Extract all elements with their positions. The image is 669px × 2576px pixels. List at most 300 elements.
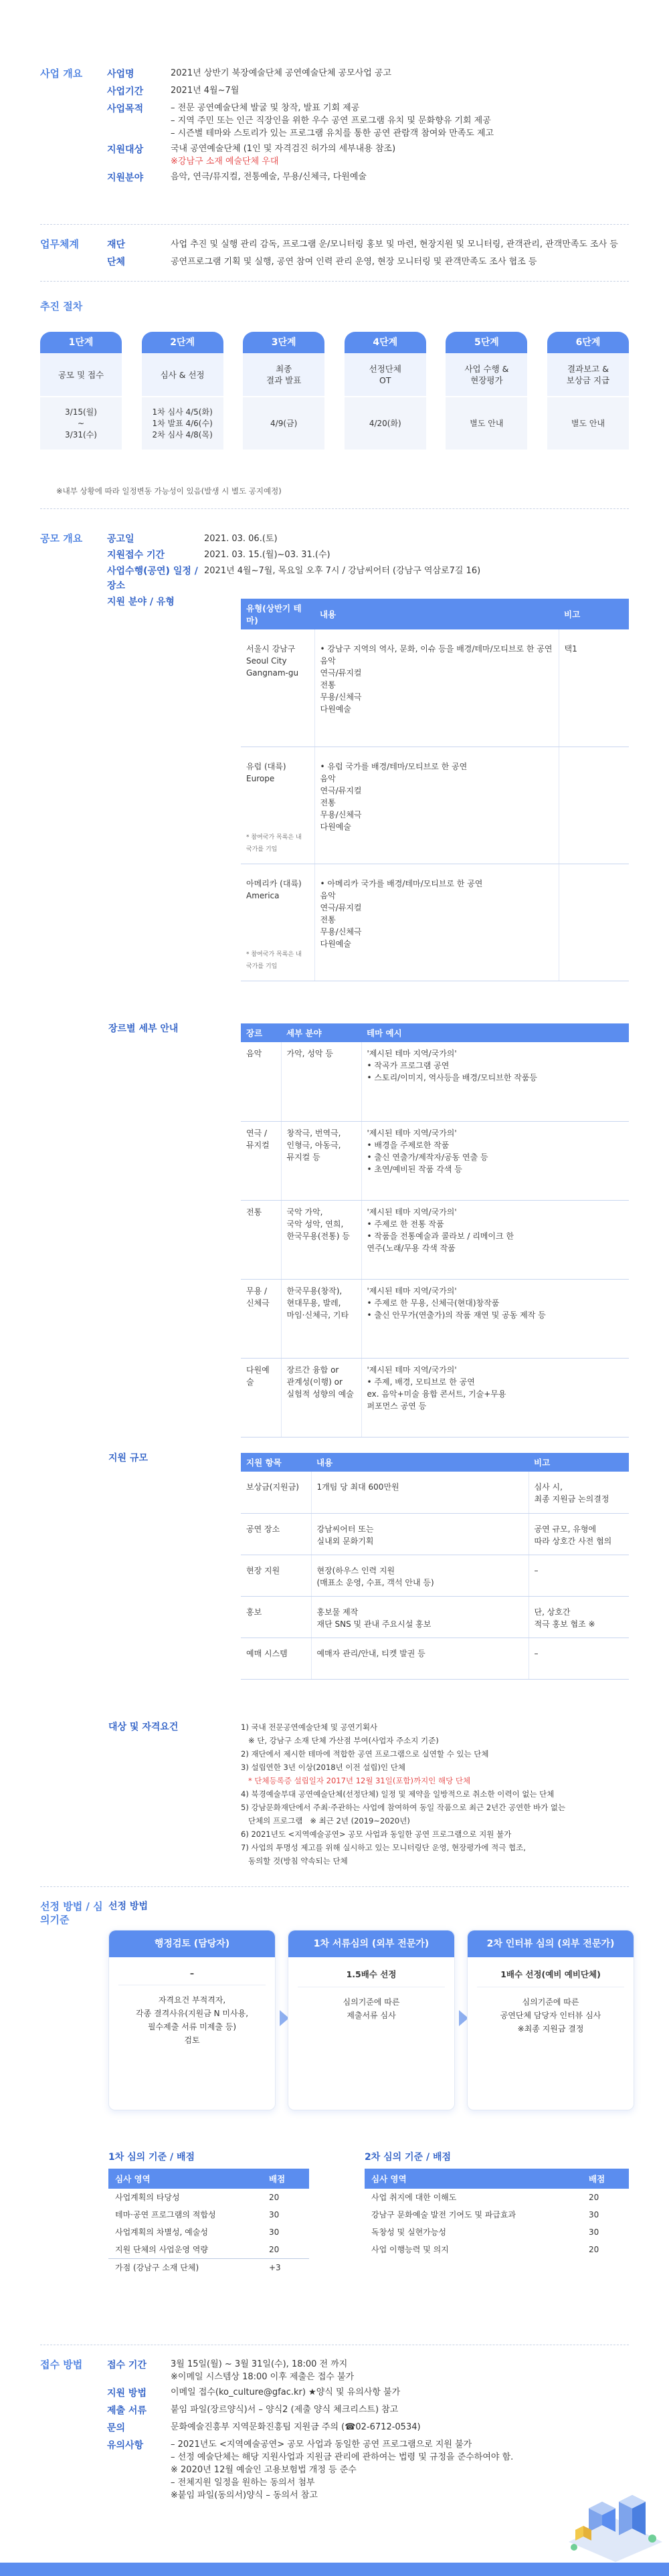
- kv-row: [107, 237, 642, 252]
- line: 신체극: [246, 1298, 270, 1308]
- line: 결과 발표: [266, 375, 302, 385]
- kv-line: 이메일 접수(ko_culture@gfac.kr) ★양식 및 유의사항 불가: [171, 2387, 401, 2397]
- kv-value: [171, 2386, 642, 2401]
- theme-title: • 아메리카 국가를 배경/테마/모티브로 한 공연: [320, 878, 483, 888]
- line: 마임·신체극, 기타: [286, 1310, 349, 1320]
- kv-value: [171, 67, 642, 82]
- col-header: 심사 영역: [108, 2169, 262, 2189]
- step-task-text: [161, 369, 205, 381]
- selection-heading: 선정 방법 / 심의기준: [40, 1900, 103, 1926]
- selection-subheading: 선정 방법: [108, 1901, 148, 1912]
- line: 연극 /: [246, 1128, 268, 1138]
- kv-line: – 2021년도 <지역예술공연> 공모 사업과 동일한 공연 프로그램으로 지원 불가: [171, 2440, 472, 2450]
- line: 전통: [320, 914, 336, 924]
- line: 3/31(수): [65, 429, 97, 439]
- step-task: [547, 353, 629, 397]
- table-row: [108, 2206, 309, 2223]
- line: 적극 홍보 협조 ※: [534, 1619, 595, 1629]
- notice-heading: 공모 개요: [40, 532, 83, 544]
- support-content: [311, 1513, 529, 1555]
- table-row: [241, 1358, 629, 1437]
- line: • 배경을 주제로한 작품: [367, 1140, 450, 1150]
- panel-result: 1.5배수 선정: [346, 1969, 397, 1979]
- panel-detail: [477, 1987, 624, 2044]
- step-date: [446, 397, 527, 450]
- table-row: [365, 2223, 629, 2241]
- table-header: [365, 2169, 629, 2189]
- table-row: [241, 1596, 629, 1638]
- genre-example: [361, 1279, 629, 1358]
- col-header: 배점: [262, 2169, 309, 2189]
- criteria2-table: [365, 2169, 629, 2258]
- line: '제시된 테마 지역/국가의': [367, 1286, 457, 1296]
- line: 음악: [320, 890, 336, 900]
- line: 관계성(이행) or: [286, 1377, 343, 1387]
- step-header: 3단계: [243, 332, 324, 353]
- table-header: [241, 599, 629, 629]
- step-task: [243, 353, 324, 397]
- line: (매표소 운영, 수표, 객석 안내 등): [316, 1577, 434, 1587]
- step-task-text: [58, 369, 104, 381]
- genre-example: [361, 1121, 629, 1200]
- line: 현장(하우스 인력 지원: [316, 1565, 395, 1575]
- criteria-area: 강남구 문화예술 발전 기여도 및 파급효과: [371, 2210, 516, 2219]
- criteria-area: 사업계획의 차별성, 예술성: [115, 2227, 208, 2237]
- eligibility-line: 4) 북경예술부대 공연예술단체(선정단체) 일정 및 제약을 일방적으로 취소한 이력이 없는 단체: [241, 1789, 555, 1799]
- table-row: [241, 1279, 629, 1358]
- line: –: [534, 1648, 539, 1658]
- line: 심의기준에 따른: [343, 1997, 400, 2007]
- line: 홍보물 제작: [316, 1607, 359, 1617]
- support-item: 현장 지원: [241, 1555, 311, 1596]
- col-header: 장르: [241, 1023, 281, 1042]
- line: 국악 성악, 연희,: [286, 1219, 344, 1229]
- line: 따라 상호간 사전 협의: [534, 1536, 612, 1546]
- step-task: [345, 353, 426, 397]
- support-remark: [529, 1596, 629, 1638]
- line: 3/15(월): [65, 407, 97, 417]
- step-date-text: [571, 418, 605, 429]
- support-remark: [529, 1513, 629, 1555]
- kv-value: [171, 102, 642, 140]
- kv-row: [107, 84, 642, 99]
- line: 연주(노래/무용 각색 작품: [367, 1243, 456, 1253]
- genre-heading: 장르별 세부 안내: [108, 1023, 179, 1034]
- kv-row: [107, 564, 642, 593]
- criteria-score: 20: [589, 2193, 599, 2202]
- genre-example: [361, 1200, 629, 1279]
- line: 다원예술: [320, 821, 351, 831]
- criteria-score: 30: [269, 2227, 280, 2237]
- line: 유럽 (대륙): [246, 761, 286, 771]
- genre-table: [241, 1023, 629, 1438]
- line: 재단 SNS 및 관내 주요시설 홍보: [316, 1619, 432, 1629]
- line: 각종 결격사유(지원금 N 미사용,: [135, 2009, 249, 2018]
- kv-value: [171, 142, 642, 168]
- eligibility-line: 동의할 것(방침 약속되는 단체: [241, 1856, 348, 1866]
- line: 연극/뮤지컬: [320, 902, 362, 912]
- table-row: [241, 1638, 629, 1679]
- criteria1-heading: 1차 심의 기준 / 배점: [108, 2152, 195, 2163]
- genre-name: [241, 1279, 281, 1358]
- line: ※최종 지원금 결정: [517, 2024, 584, 2034]
- table-row: [365, 2189, 629, 2206]
- line: 최종: [276, 364, 292, 374]
- line: 검토: [184, 2036, 200, 2045]
- criteria-area: 테마·공연 프로그램의 적합성: [115, 2210, 216, 2219]
- kv-row: [107, 255, 642, 270]
- criteria-area: 가점 (강남구 소재 단체): [108, 2259, 262, 2277]
- kv-line: – 지역 주민 또는 인근 직장인을 위한 우수 공연 프로그램 유치 및 문화향유 기회 제공: [171, 116, 491, 126]
- kv-row: [107, 2403, 642, 2418]
- selection-panel: [108, 1930, 276, 2110]
- line: 현장평가: [470, 375, 503, 385]
- kv-row: [107, 2358, 642, 2383]
- step-date: [40, 397, 122, 450]
- kv-line: 음악, 연극/뮤지컬, 전통예술, 무용/신체극, 다원예술: [171, 172, 367, 182]
- theme-type: [241, 747, 314, 864]
- table-row: [241, 1472, 629, 1513]
- genre-name: [241, 1042, 281, 1121]
- line: • 주제, 배경, 모티브로 한 공연: [367, 1377, 475, 1387]
- panel-detail: [118, 1985, 266, 2055]
- criteria-score: 30: [269, 2210, 280, 2219]
- criteria-score: 30: [589, 2210, 599, 2219]
- kv-line: 문화예술진흥부 지역문화진흥팀 지원금 주의 (☎02-6712-0534): [171, 2422, 421, 2432]
- criteria-area: 사업계획의 타당성: [115, 2193, 180, 2202]
- table-header: [241, 1453, 629, 1472]
- step-task: [446, 353, 527, 397]
- table-row: [241, 629, 629, 747]
- table-row: [108, 2189, 309, 2206]
- kv-value: 2021년 4월~7월, 목요일 오후 7시 / 강남씨어터 (강남구 역삼로7길 16): [204, 566, 481, 576]
- kv-key: 지원 방법: [107, 2388, 147, 2399]
- col-header: 내용: [314, 599, 559, 629]
- table-row: [241, 864, 629, 981]
- step-header: 1단계: [40, 332, 122, 353]
- step-header: 4단계: [345, 332, 426, 353]
- kv-key: 단체: [107, 257, 126, 268]
- line: 무용 /: [246, 1286, 268, 1296]
- step-task-text: [567, 363, 609, 386]
- procedure-note: ※내부 상황에 따라 일정변동 가능성이 있음(발생 시 별도 공지예정): [56, 486, 282, 496]
- procedure-steps: [40, 332, 629, 450]
- line: 심의기준에 따른: [522, 1997, 579, 2007]
- overview-heading: 사업 개요: [40, 68, 83, 80]
- kv-key: 재단: [107, 239, 126, 250]
- procedure-step: [40, 332, 122, 450]
- line: 4/20(화): [369, 418, 401, 428]
- line: ex. 음악+미술 융합 콘서트, 기술+무용: [367, 1389, 506, 1399]
- step-date-text: [369, 418, 401, 429]
- procedure-heading: 추진 절차: [40, 300, 83, 312]
- kv-line: – 선정 예술단체는 해당 지원사업과 지원금 관리에 관하여는 법령 및 규정을 준수하여야 함.: [171, 2452, 514, 2462]
- theme-remark: 택1: [559, 629, 629, 747]
- line: 한국무용(창작),: [286, 1286, 343, 1296]
- col-header: 배점: [582, 2169, 629, 2189]
- kv-line: ※이메일 시스템상 18:00 이후 제출은 접수 불가: [171, 2372, 355, 2382]
- step-task: [40, 353, 122, 397]
- kv-value: 사업 추진 및 실행 관리 감독, 프로그램 운/모니터링 홍보 및 마련, 현장지원 및 모니터링, 관객관리, 관객만족도 조사 등: [171, 239, 618, 250]
- theme-type: [241, 864, 314, 981]
- theme-content: [314, 864, 559, 981]
- line: Seoul City: [246, 656, 287, 666]
- kv-key: 지원 분야 / 유형: [107, 597, 175, 607]
- theme-title: • 강남구 지역의 역사, 문화, 이슈 등을 배경/테마/모티브로 한 공연: [320, 644, 553, 654]
- kv-key: 사업명: [107, 69, 134, 80]
- criteria1-table: [108, 2169, 309, 2276]
- line: 한국무용(전통) 등: [286, 1231, 350, 1241]
- line: '제시된 테마 지역/국가의': [367, 1128, 457, 1138]
- step-header: 5단계: [446, 332, 527, 353]
- panel-detail: [298, 1987, 445, 2030]
- kv-key: 제출 서류: [107, 2405, 147, 2416]
- line: 실내외 문화기획: [316, 1536, 374, 1546]
- genre-detail: [281, 1279, 361, 1358]
- divider: [40, 508, 629, 509]
- line: 음악: [320, 656, 336, 666]
- kv-line: – 시즌별 테마와 스토리가 있는 프로그램 유치를 통한 공연 관람객 참여와 만족도 제고: [171, 128, 494, 138]
- line: 공연단체 담당자 인터뷰 심사: [500, 2011, 601, 2020]
- kv-line: ※강남구 소재 예술단체 우대: [171, 157, 279, 167]
- line: 선정단체: [369, 364, 401, 374]
- overview-rows: [107, 67, 642, 188]
- col-header: 비고: [559, 599, 629, 629]
- table-header: [241, 1023, 629, 1042]
- kv-line: ※ 2020년 12월 예술인 고용보험법 개정 등 준수: [171, 2465, 357, 2475]
- panel-title: 행정검토 (담당자): [109, 1930, 275, 1957]
- line: 최종 지원금 논의결정: [534, 1494, 609, 1504]
- line: 현대무용, 발레,: [286, 1298, 341, 1308]
- line: 무용/신체극: [320, 692, 362, 702]
- col-header: 내용: [311, 1453, 529, 1472]
- line: 자격요건 부적격자,: [158, 1995, 226, 2005]
- line: Gangnam-gu: [246, 668, 299, 678]
- criteria2-heading: 2차 심의 기준 / 배점: [365, 2152, 452, 2163]
- kv-row: [107, 67, 642, 82]
- table-row: [241, 747, 629, 864]
- line: • 출신 안무가(연출가)의 작품 재연 및 공동 제작 등: [367, 1310, 546, 1320]
- table-row: [365, 2206, 629, 2223]
- theme-title: • 유럽 국가를 배경/테마/모티브로 한 공연: [320, 761, 468, 771]
- panel-result: 1배수 선정(예비 예비단체): [500, 1969, 601, 1979]
- table-row: [108, 2241, 309, 2259]
- line: 서울시 강남구: [246, 644, 296, 654]
- line: 2차 심사 4/8(목): [152, 429, 213, 439]
- kv-line: 2021년 4월~7월: [171, 86, 240, 96]
- kv-line: 2021년 상반기 북장예술단체 공연예술단체 공모사업 공고: [171, 68, 392, 78]
- line: 1차 발표 4/6(수): [152, 418, 213, 428]
- divider: [40, 281, 629, 282]
- kv-value: 공연프로그램 기획 및 실행, 공연 참여 인력 관리 운영, 현장 모니터링 및 관객만족도 조사 협조 등: [171, 257, 537, 267]
- col-header: 테마 예시: [361, 1023, 629, 1042]
- panel-result: –: [189, 1968, 195, 1978]
- table-row: [108, 2223, 309, 2241]
- eligibility-line: 1) 국내 전문공연예술단체 및 공연기획사: [241, 1722, 378, 1732]
- eligibility-line: 5) 강남문화재단에서 주최·주관하는 사업에 참여하여 동일 작품으로 최근 2년간 공연한 바가 없는: [241, 1803, 566, 1812]
- panel-title: 2차 인터뷰 심의 (외부 전문가): [468, 1930, 634, 1957]
- procedure-step: [243, 332, 324, 450]
- step-header: 2단계: [142, 332, 223, 353]
- genre-detail: [281, 1042, 361, 1121]
- org-rows: [107, 237, 642, 272]
- table-header: [108, 2169, 309, 2189]
- step-date-text: [152, 407, 212, 441]
- step-date: [547, 397, 629, 450]
- line: • 작곡가 프로그램 공연: [367, 1061, 450, 1070]
- step-date: [142, 397, 223, 450]
- support-content: [311, 1472, 529, 1513]
- support-heading: 지원 규모: [108, 1453, 148, 1464]
- support-item: 예매 시스템: [241, 1638, 311, 1679]
- eligibility-line: * 단체등록증 설립일자 2017년 12월 31일(포함)까지인 해당 단체: [241, 1776, 471, 1785]
- genre-detail: [281, 1358, 361, 1437]
- kv-value: 2021. 03. 15.(월)~03. 31.(수): [204, 550, 330, 560]
- table-row: [365, 2241, 629, 2258]
- line: 연극/뮤지컬: [320, 785, 362, 795]
- eligibility-line: 3) 설립연한 3년 이상(2018년 이전 설립)인 단체: [241, 1763, 405, 1772]
- line: • 주제로 한 무용, 신체극(현대)창작품: [367, 1298, 500, 1308]
- line: '제시된 테마 지역/국가의': [367, 1049, 457, 1058]
- kv-line: 3월 15일(월) ~ 3월 31일(수), 18:00 전 까지: [171, 2359, 348, 2369]
- kv-row: [107, 548, 642, 563]
- kv-value: [171, 84, 642, 99]
- line: 필수제출 서류 미제출 등): [147, 2022, 237, 2032]
- line: 창작극, 번역극,: [286, 1128, 341, 1138]
- kv-line: – 전문 공연예술단체 발굴 및 창작, 발표 기회 제공: [171, 103, 360, 113]
- line: 음악: [246, 1049, 262, 1058]
- line: 다원예술: [246, 1365, 270, 1387]
- step-header: 6단계: [547, 332, 629, 353]
- kv-value: 2021. 03. 06.(토): [204, 534, 278, 544]
- divider: [40, 1886, 629, 1887]
- col-header: 심사 영역: [365, 2169, 582, 2189]
- panel-title: 1차 서류심의 (외부 전문가): [288, 1930, 454, 1957]
- line: 전통: [320, 797, 336, 807]
- step-date-text: [470, 418, 503, 429]
- kv-line: – 전체지원 일정을 원하는 동의서 첨부: [171, 2478, 315, 2488]
- theme-content: [314, 747, 559, 864]
- eligibility-line: 2) 재단에서 제시한 테마에 적합한 공연 프로그램으로 실연할 수 있는 단체: [241, 1749, 489, 1759]
- line: 장르간 융합 or: [286, 1365, 339, 1375]
- genre-name: [241, 1200, 281, 1279]
- line: America: [246, 890, 280, 900]
- line: OT: [379, 375, 391, 385]
- kv-line: ※붙임 파일(동의서)양식 – 동의서 참고: [171, 2490, 318, 2500]
- procedure-step: [547, 332, 629, 450]
- kv-value: [171, 2421, 642, 2436]
- line: 공모 및 접수: [58, 369, 104, 380]
- line: • 주제로 한 전통 작품: [367, 1219, 444, 1229]
- org-heading: 업무체계: [40, 238, 79, 250]
- line: 1개팀 당 최대 600만원: [316, 1482, 399, 1492]
- support-item: 보상금(지원금): [241, 1472, 311, 1513]
- line: • 스토리/이미지, 역사등을 배경/모티브한 작품등: [367, 1073, 537, 1082]
- criteria-score: 20: [269, 2245, 280, 2254]
- step-date: [243, 397, 324, 450]
- kv-row: [107, 171, 642, 185]
- line: –: [534, 1565, 539, 1575]
- line: 무용/신체극: [320, 809, 362, 819]
- line: 전통: [246, 1207, 262, 1217]
- kv-key: 유의사항: [107, 2440, 144, 2451]
- eligibility-line: 단체의 프로그램 ※ 최근 2년 (2019~2020년): [241, 1816, 410, 1825]
- support-item: 공연 장소: [241, 1513, 311, 1555]
- theme-remark: [559, 747, 629, 864]
- table-row: [241, 1513, 629, 1555]
- theme-note: * 참여국가 목록은 내 국가를 기입: [246, 951, 302, 970]
- genre-detail: [281, 1121, 361, 1200]
- genre-name: [241, 1121, 281, 1200]
- step-task-text: [266, 363, 301, 386]
- support-item: 홍보: [241, 1596, 311, 1638]
- line: 사업 수행 &: [464, 364, 509, 374]
- eligibility-line: 7) 사업의 투명성 제고를 위해 실시하고 있는 모니터링단 운영, 현장평가에 적극 협조,: [241, 1843, 526, 1852]
- kv-value: [171, 2358, 642, 2383]
- kv-value: [171, 171, 642, 185]
- kv-line: 국내 공연예술단체 (1인 및 자격검진 허가의 세부내용 참조): [171, 144, 396, 154]
- line: 국악 가악,: [286, 1207, 323, 1217]
- line: Europe: [246, 773, 275, 783]
- support-remark: [529, 1555, 629, 1596]
- kv-row: [107, 2386, 642, 2401]
- divider: [40, 224, 629, 225]
- line: 보상금 지급: [566, 375, 610, 385]
- support-remark: [529, 1472, 629, 1513]
- step-date: [345, 397, 426, 450]
- apply-heading: 접수 방법: [40, 2359, 83, 2371]
- support-content: [311, 1555, 529, 1596]
- line: 1차 심사 4/5(화): [152, 407, 213, 417]
- line: 무용/신체극: [320, 926, 362, 936]
- kv-key: 지원대상: [107, 144, 144, 155]
- theme-remark: [559, 864, 629, 981]
- theme-type: [241, 629, 314, 747]
- criteria-area: 사업 이행능력 및 의지: [371, 2245, 449, 2254]
- criteria-score: 30: [589, 2227, 599, 2237]
- eligibility-heading: 대상 및 자격요건: [108, 1722, 179, 1732]
- kv-key: 문의: [107, 2423, 126, 2434]
- criteria-area: 사업 취지에 대한 이해도: [371, 2193, 457, 2202]
- kv-key: 사업기간: [107, 86, 144, 97]
- line: • 초연/예비된 작품 각색 등: [367, 1164, 462, 1174]
- table-row: [241, 1042, 629, 1121]
- kv-value: [171, 2403, 642, 2418]
- criteria-area: 지원 단체의 사업운영 역량: [115, 2245, 208, 2254]
- col-header: 비고: [529, 1453, 629, 1472]
- table-row: [241, 1121, 629, 1200]
- line: 연극/뮤지컬: [320, 668, 362, 678]
- line: 뮤지컬: [246, 1140, 270, 1150]
- theme-table: [241, 599, 629, 981]
- eligibility-list: [241, 1720, 629, 1868]
- line: 4/9(금): [270, 418, 298, 428]
- step-date-text: [65, 407, 97, 441]
- line: 다원예술: [320, 704, 351, 714]
- col-header: 유형(상반기 테마): [241, 599, 314, 629]
- line: 음악: [320, 773, 336, 783]
- kv-row: [107, 2421, 642, 2436]
- eligibility-line: ※ 단, 강남구 소재 단체 가산점 부여(사업자 주소지 기준): [241, 1736, 439, 1745]
- genre-detail: [281, 1200, 361, 1279]
- line: '제시된 테마 지역/국가의': [367, 1207, 457, 1217]
- kv-key: 접수 기간: [107, 2360, 147, 2371]
- criteria-score: 20: [589, 2245, 599, 2254]
- selection-panel: [467, 1930, 634, 2110]
- support-table: [241, 1453, 629, 1680]
- criteria-score: +3: [262, 2259, 309, 2277]
- line: ~: [77, 418, 85, 428]
